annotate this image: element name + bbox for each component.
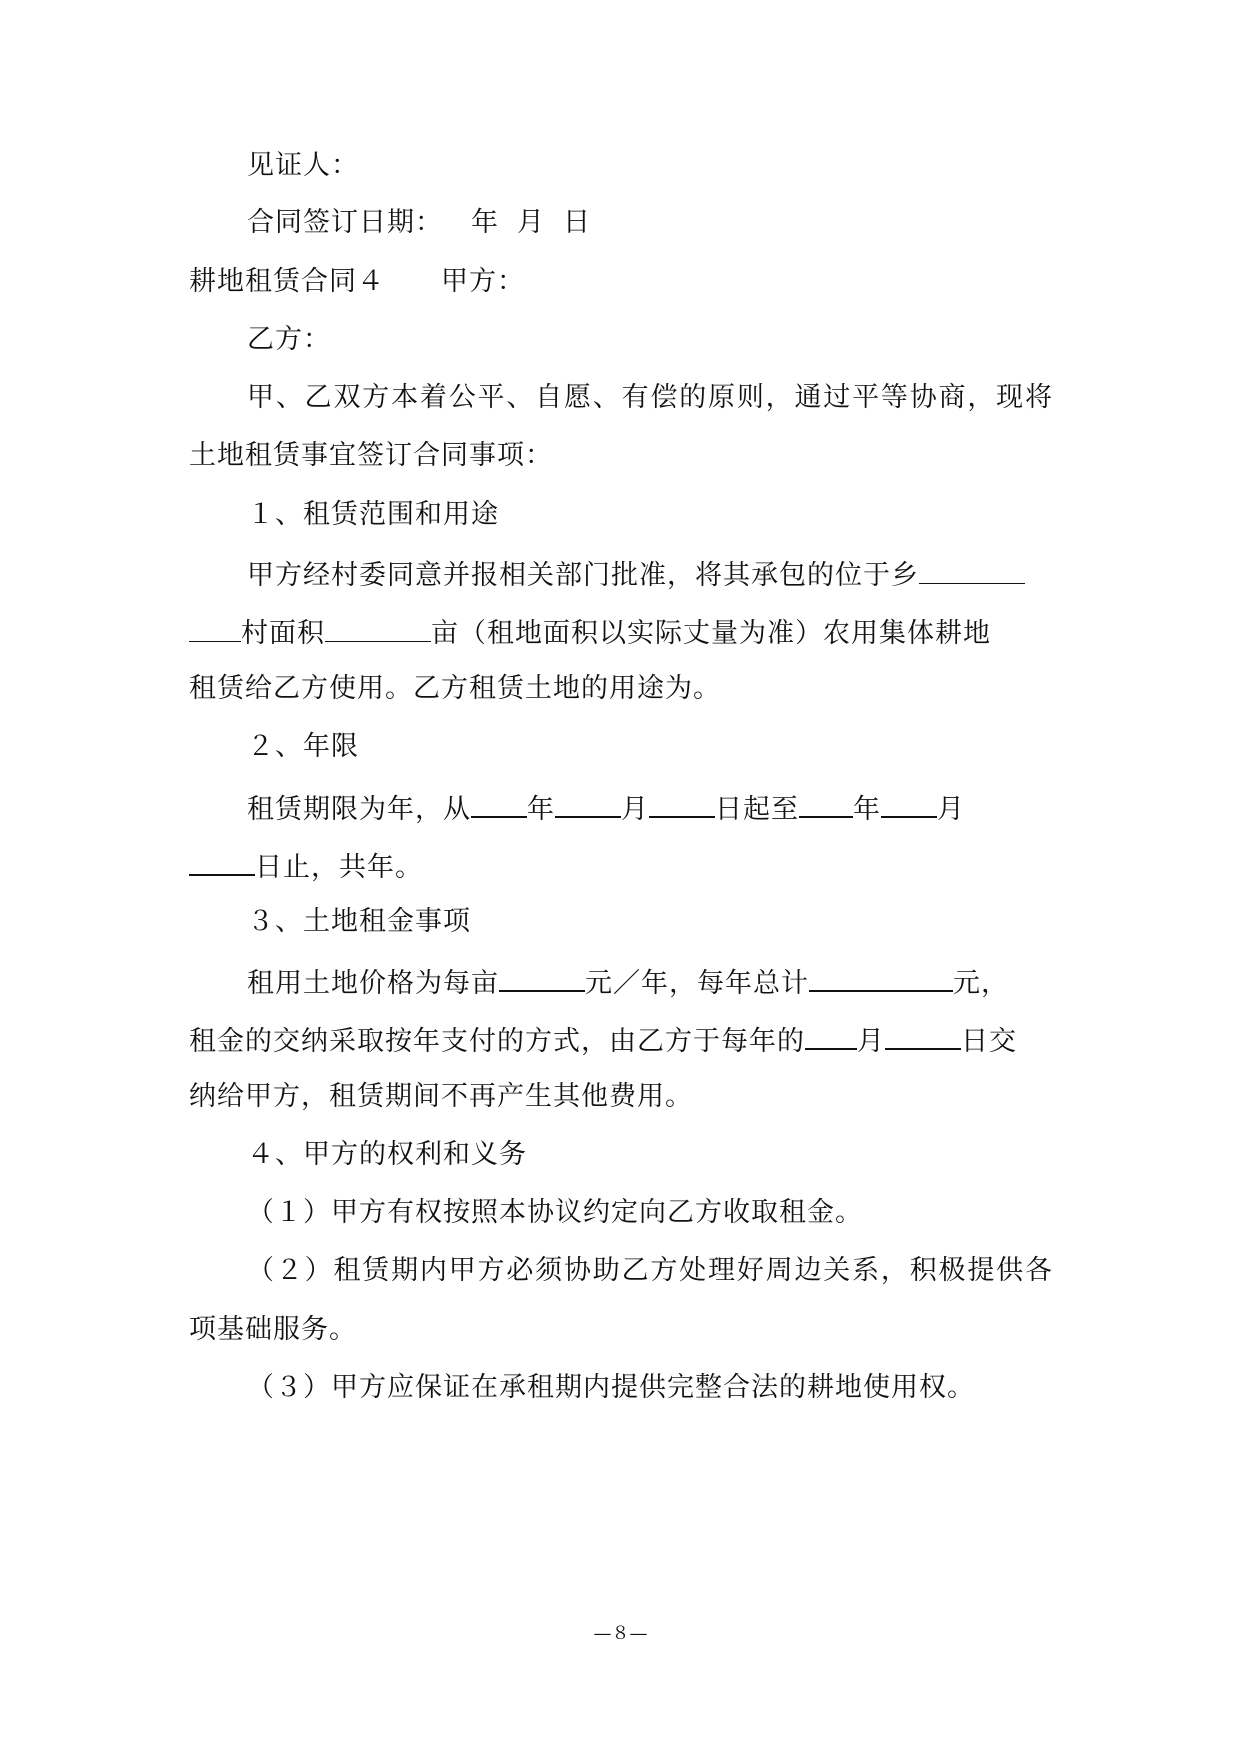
date-month: 月 [517,207,545,238]
blank-start-year [471,786,527,818]
witness-line [247,146,359,186]
page-number: —８— [593,1623,648,1644]
blank-end-month [881,786,937,818]
blank-township-cont [189,611,241,642]
section-1-text-b: 村面积 [241,618,325,649]
section-2-month: 月 [621,794,649,825]
section-3-text-f: 日交 [961,1026,1017,1057]
section-4-item-1: （１）甲方有权按照本协议约定向乙方收取租金。 [247,1197,863,1228]
section-4-item-2-line-2: 项基础服务。 [189,1314,357,1345]
section-1-line-2 [189,611,991,651]
blank-start-month [555,786,621,818]
section-1-line-3: 租赁给乙方使用。乙方租赁土地的用途为。 [189,673,721,704]
section-3-text-e: 月 [857,1026,885,1057]
contract-title-line [189,262,525,302]
section-4-item-2-line-1: （２）租赁期内甲方必须协助乙方处理好周边关系，积极提供各 [247,1255,1053,1286]
section-3-line-2 [189,1018,1017,1058]
section-2-line-1 [247,786,965,826]
section-3-heading: ３、土地租金事项 [247,906,471,937]
date-year: 年 [471,207,499,238]
section-2-heading: ２、年限 [247,731,359,762]
blank-price-per-mu [499,960,585,992]
blank-pay-day [885,1018,961,1050]
section-3-text-b: 元／年，每年总计 [585,968,809,999]
blank-end-year [799,786,853,818]
party-a-label: 甲方： [441,266,525,297]
blank-annual-total [809,960,953,992]
section-4-heading: ４、甲方的权利和义务 [247,1139,527,1170]
section-4-item-3: （３）甲方应保证在承租期内提供完整合法的耕地使用权。 [247,1372,975,1403]
section-3-line-3: 纳给甲方，租赁期间不再产生其他费用。 [189,1081,693,1112]
contract-title: 耕地租赁合同４ [189,266,385,297]
section-2-text-a: 租赁期限为年，从 [247,794,471,825]
blank-area [325,611,431,642]
witness-label: 见证人： [247,150,359,181]
section-2-end-year: 年 [853,794,881,825]
blank-start-day [649,786,715,818]
section-2-year: 年 [527,794,555,825]
intro-line-1: 甲、乙双方本着公平、自愿、有偿的原则，通过平等协商，现将 [247,382,1053,413]
section-2-start-day: 日起至 [715,794,799,825]
section-3-text-d: 租金的交纳采取按年支付的方式，由乙方于每年的 [189,1026,805,1057]
section-2-end-month: 月 [937,794,965,825]
blank-township [919,553,1025,584]
section-1-heading: １、租赁范围和用途 [247,499,499,530]
blank-pay-month [805,1018,857,1050]
section-2-text-b: 日止，共年。 [255,852,423,883]
date-day: 日 [563,207,591,238]
section-2-line-2 [189,844,423,884]
section-3-text-a: 租用土地价格为每亩 [247,968,499,999]
party-b-label: 乙方： [247,324,331,355]
section-3-line-1 [247,960,1009,1000]
intro-line-2: 土地租赁事宜签订合同事项： [189,440,553,471]
section-1-text-a: 甲方经村委同意并报相关部门批准，将其承包的位于乡 [247,560,919,591]
signing-date-label: 合同签订日期： [247,207,443,238]
section-3-text-c: 元， [953,968,1009,999]
signing-date-line [247,203,591,243]
section-1-text-c: 亩（租地面积以实际丈量为准）农用集体耕地 [431,618,991,649]
blank-end-day [189,844,255,876]
section-1-line-1 [247,553,1025,593]
party-b-line [247,320,331,360]
